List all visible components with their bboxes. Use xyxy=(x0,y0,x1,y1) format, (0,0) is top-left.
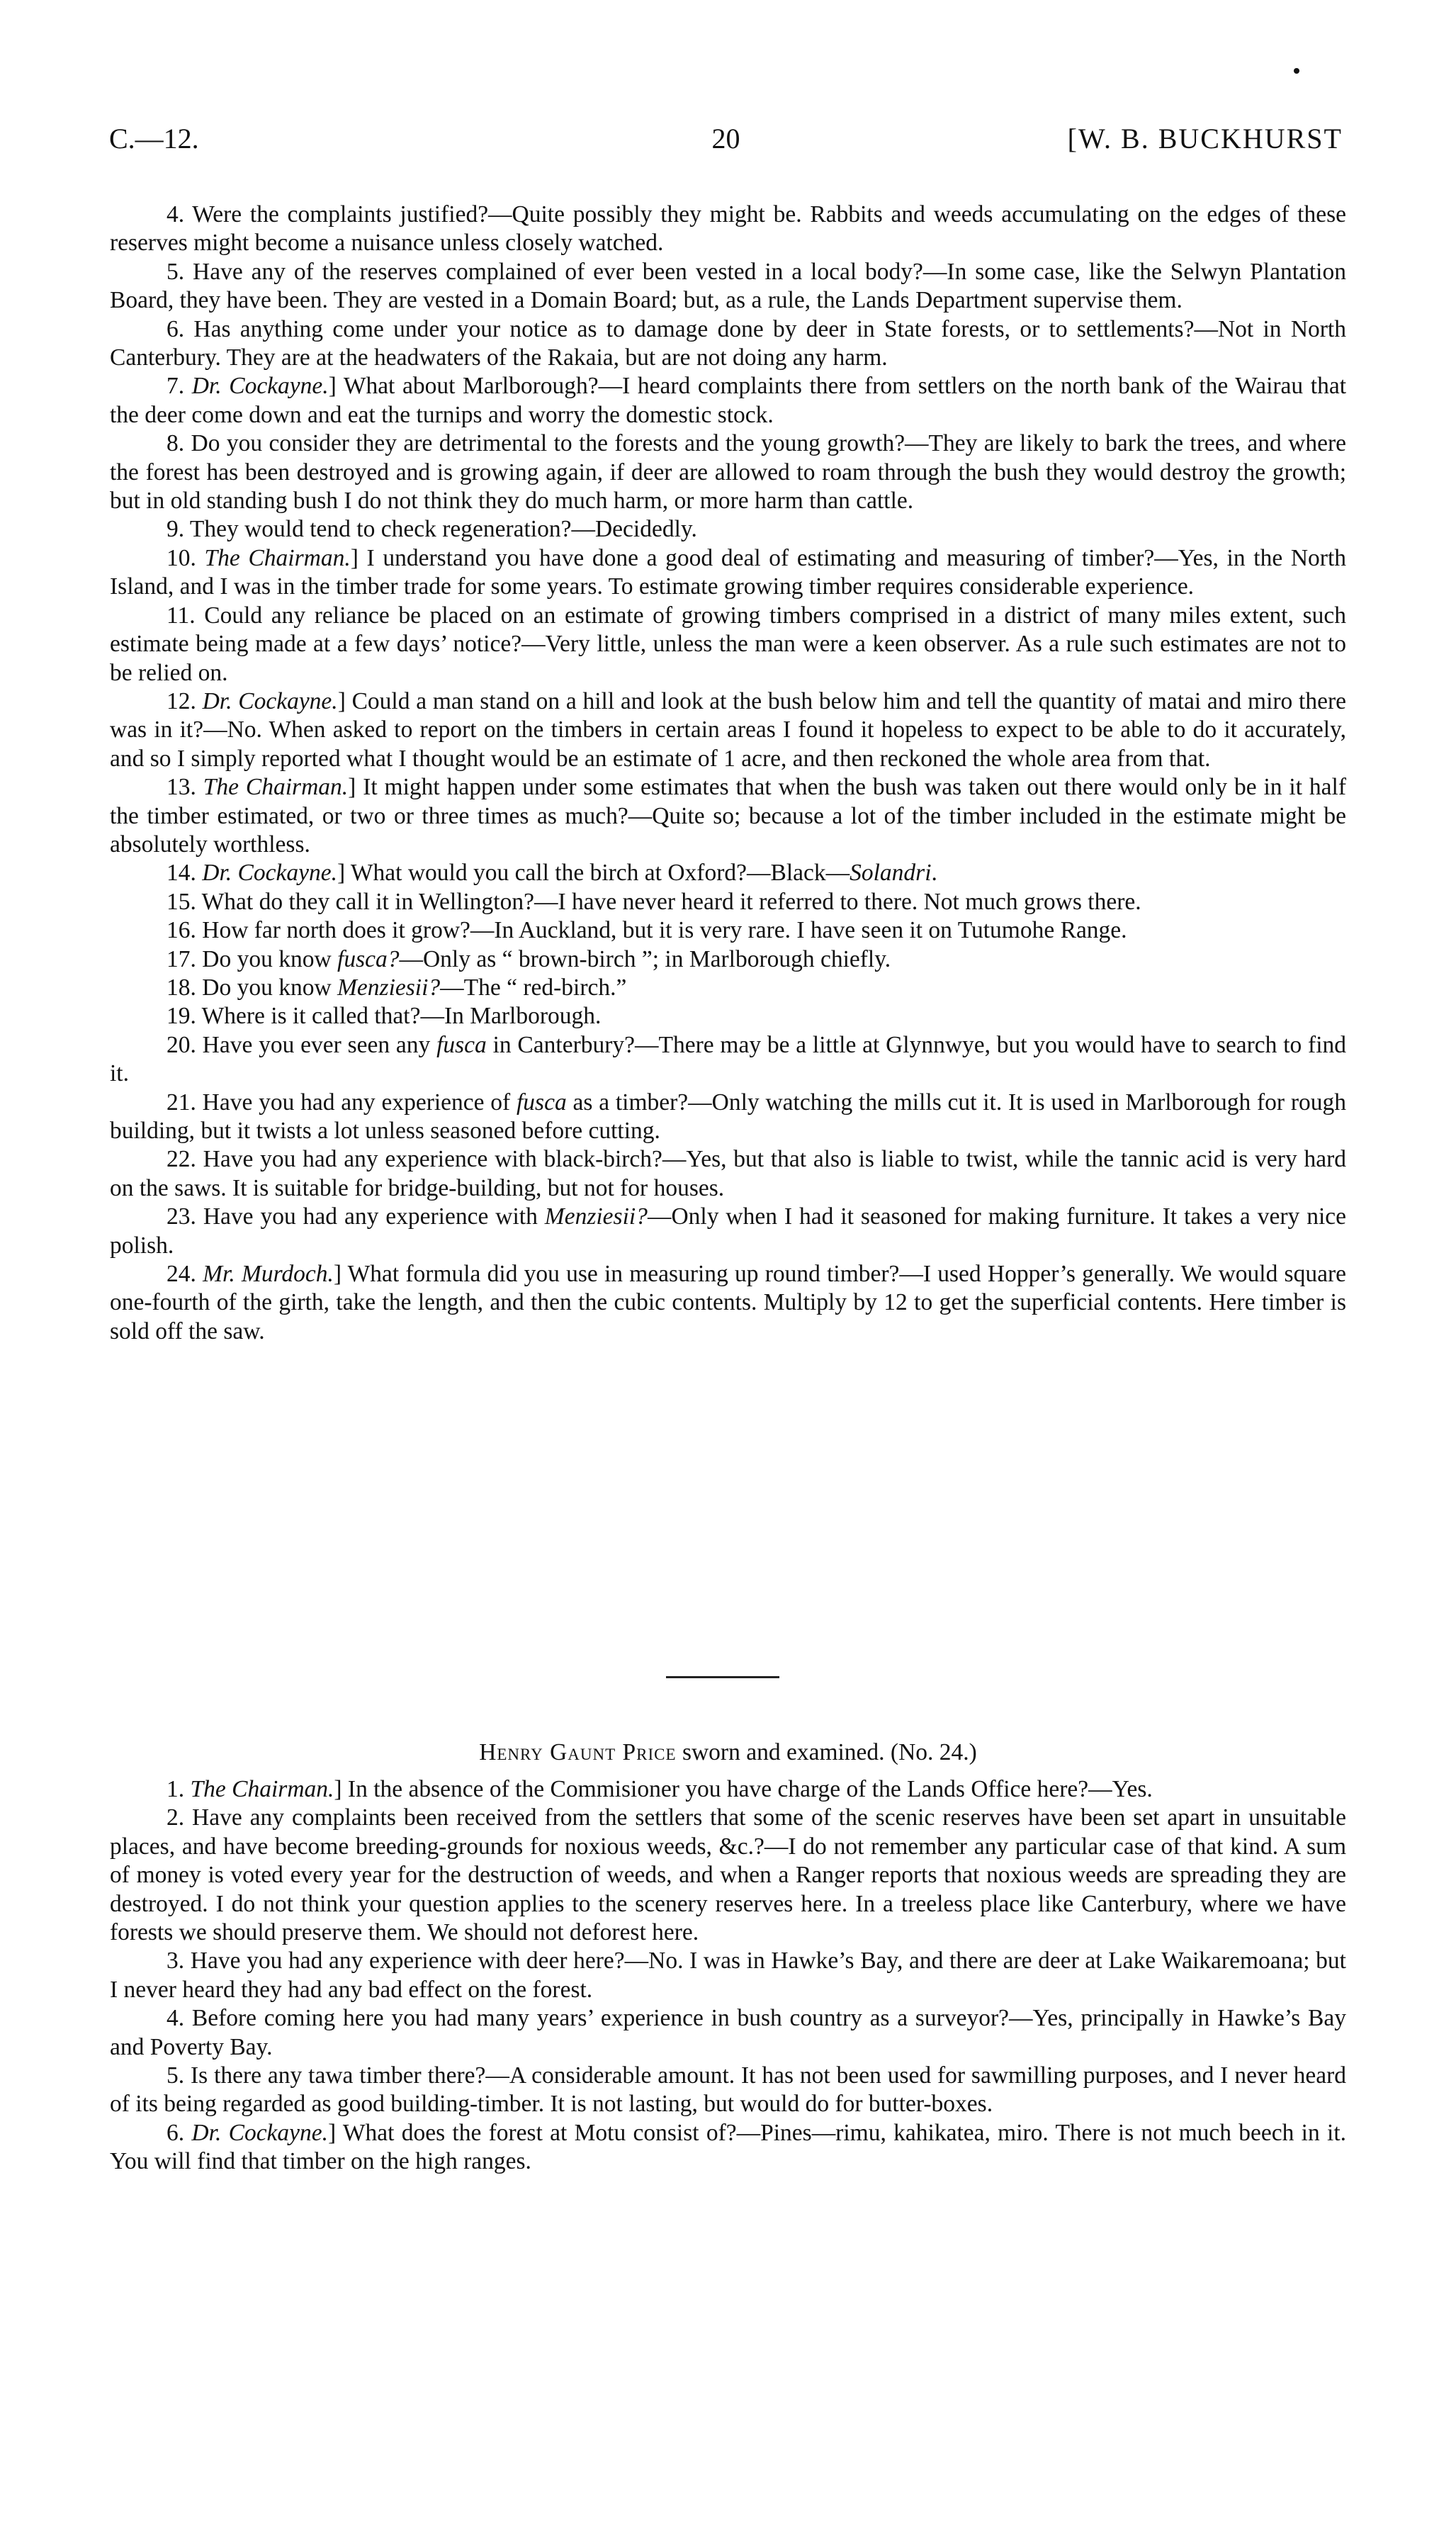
question-15: 15. What do they call it in Wellington?—I have never heard it referred to there. Not much grows there. xyxy=(167,888,1141,915)
question-14: 14. Dr. Cockayne.] What would you call the birch at Oxford?—Black—Solandri. xyxy=(167,860,937,887)
species-name: fusca xyxy=(517,1089,567,1116)
speaker-label: Dr. Cockayne. xyxy=(202,860,337,887)
section-divider xyxy=(666,1676,779,1678)
witness-name: Henry Gaunt Price xyxy=(479,1739,677,1765)
testimony-section-1 xyxy=(110,201,1346,1346)
speaker-label: The Chairman. xyxy=(203,774,349,801)
witness-running-head: [W. B. BUCKHURST xyxy=(1067,123,1343,155)
question-10: 10. The Chairman.] I understand you have done a good deal of estimating and measuring of timber?—Yes, in the North Island, and I was in the timber trade for some years. To estimate growing timber requires considerable experience. xyxy=(110,544,1347,600)
question-5: 5. Have any of the reserves complained of ever been vested in a local body?—In some case, like the Selwyn Plantation Board, they have been. They are vested in a Domain Board; but, as a rule, the Lands Department supervise them. xyxy=(110,258,1346,314)
question-4: 4. Were the complaints justified?—Quite possibly they might be. Rabbits and weeds accumulating on the edges of these reserves might become a nuisance unless closely watched. xyxy=(110,201,1346,257)
speaker-label: Dr. Cockayne. xyxy=(202,687,338,714)
printed-speck xyxy=(1294,68,1299,74)
report-code: C.—12. xyxy=(109,123,199,155)
speaker-label: Mr. Murdoch. xyxy=(203,1261,334,1288)
speaker-label: Dr. Cockayne. xyxy=(191,373,329,400)
question-9: 9. They would tend to check regeneration?—Decidedly. xyxy=(167,516,697,543)
question-21: 21. Have you had any experience of fusca as a timber?—Only watching the mills cut it. It is used in Marlborough for rough building, but it twists a lot unless seasoned before cutting. xyxy=(110,1089,1346,1144)
question-20: 20. Have you ever seen any fusca in Canterbury?—There may be a little at Glynnwye, but you would have to search to find it. xyxy=(110,1031,1346,1087)
witness-heading-rest: sworn and examined. (No. 24.) xyxy=(676,1739,977,1765)
question-17: 17. Do you know fusca?—Only as “ brown-birch ”; in Marlborough chiefly. xyxy=(167,945,891,972)
question-11: 11. Could any reliance be placed on an estimate of growing timbers comprised in a district of many miles extent, such estimate being made at a few days’ notice?—Very little, unless the man were a keen observer. As a rule such estimates are not to be relied on. xyxy=(110,602,1346,686)
question-22: 22. Have you had any experience with black-birch?—Yes, but that also is liable to twist, while the tannic acid is very hard on the saws. It is suitable for bridge-building, but not for houses. xyxy=(110,1146,1346,1201)
question-18: 18. Do you know Menziesii?—The “ red-birch.” xyxy=(167,974,627,1001)
question-19: 19. Where is it called that?—In Marlborough. xyxy=(167,1003,602,1030)
question-12: 12. Dr. Cockayne.] Could a man stand on a hill and look at the bush below him and tell the quantity of matai and miro there was in it?—No. When asked to report on the timbers in certain areas I found it hopeless to expect to be able to do it accurately, and so I simply reported what I thought would be an estimate of 1 acre, and then reckoned the whole area from that. xyxy=(110,687,1346,772)
speaker-label: The Chairman. xyxy=(204,544,351,571)
question-16: 16. How far north does it grow?—In Auckland, but it is very rare. I have seen it on Tutumohe Range. xyxy=(167,917,1127,944)
species-name: Solandri xyxy=(850,860,932,887)
species-name: Menziesii? xyxy=(544,1203,648,1230)
question-7: 7. Dr. Cockayne.] What about Marlborough?—I heard complaints there from settlers on the north bank of the Wairau that the deer come down and eat the turnips and worry the domestic stock. xyxy=(110,373,1346,428)
page-header xyxy=(109,122,1343,164)
speaker-label: Dr. Cockayne. xyxy=(191,2119,329,2146)
question-5: 5. Is there any tawa timber there?—A considerable amount. It has not been used for sawmilling purposes, and I never heard of its being regarded as good building-timber. It is not lasting, but would do for butter-boxes. xyxy=(110,2062,1346,2118)
question-8: 8. Do you consider they are detrimental to the forests and the young growth?—They are likely to bark the trees, and where the forest has been destroyed and is growing again, if deer are allowed to roam through the bush they would destroy the growth; but in old standing bush I do not think they do much harm, or more harm than cattle. xyxy=(110,430,1346,515)
question-23: 23. Have you had any experience with Menziesii?—Only when I had it seasoned for making furniture. It takes a very nice polish. xyxy=(110,1203,1346,1259)
question-13: 13. The Chairman.] It might happen under some estimates that when the bush was taken out there would only be in it half the timber estimated, or two or three times as much?—Quite so; because a lot of the timber included in the estimate might be absolutely worthless. xyxy=(110,774,1346,858)
question-1: 1. The Chairman.] In the absence of the Commisioner you have charge of the Lands Office here?—Yes. xyxy=(167,1776,1153,1802)
question-3: 3. Have you had any experience with deer here?—No. I was in Hawke’s Bay, and there are deer at Lake Waikaremoana; but I never heard they had any bad effect on the forest. xyxy=(110,1948,1346,2003)
question-6: 6. Dr. Cockayne.] What does the forest at Motu consist of?—Pines—rimu, kahikatea, miro. There is not much beech in it. You will find that timber on the high ranges. xyxy=(110,2119,1347,2175)
question-2: 2. Have any complaints been received from the settlers that some of the scenic reserves have been set apart in unsuitable places, and have become breeding-grounds for noxious weeds, &c.?—I do not remember any particular case of that kind. A sum of money is voted every year for the destruction of weeds, and when a Ranger reports that noxious weeds are spreading they are destroyed. I do not think your question applies to the scenery reserves here. In a treeless place like Canterbury, where we have forests we should preserve them. We should not deforest here. xyxy=(110,1804,1346,1946)
species-name: fusca? xyxy=(337,945,400,972)
question-4: 4. Before coming here you had many years’ experience in bush country as a surveyor?—Yes, principally in Hawke’s Bay and Poverty Bay. xyxy=(110,2005,1346,2060)
page-number: 20 xyxy=(711,123,740,155)
speaker-label: The Chairman. xyxy=(190,1776,334,1802)
witness-heading xyxy=(0,1739,1456,1766)
question-24: 24. Mr. Murdoch.] What formula did you use in measuring up round timber?—I used Hopper’s generally. We would square one-fourth of the girth, take the length, and then the cubic contents. Multiply by 12 to get the superficial contents. Here timber is sold off the saw. xyxy=(110,1261,1346,1344)
testimony-section-2 xyxy=(110,1775,1346,2176)
question-6: 6. Has anything come under your notice as to damage done by deer in State forests, or to settlements?—Not in North Canterbury. They are at the headwaters of the Rakaia, but are not doing any harm. xyxy=(110,315,1346,371)
species-name: fusca xyxy=(436,1031,487,1058)
species-name: Menziesii? xyxy=(337,974,441,1001)
